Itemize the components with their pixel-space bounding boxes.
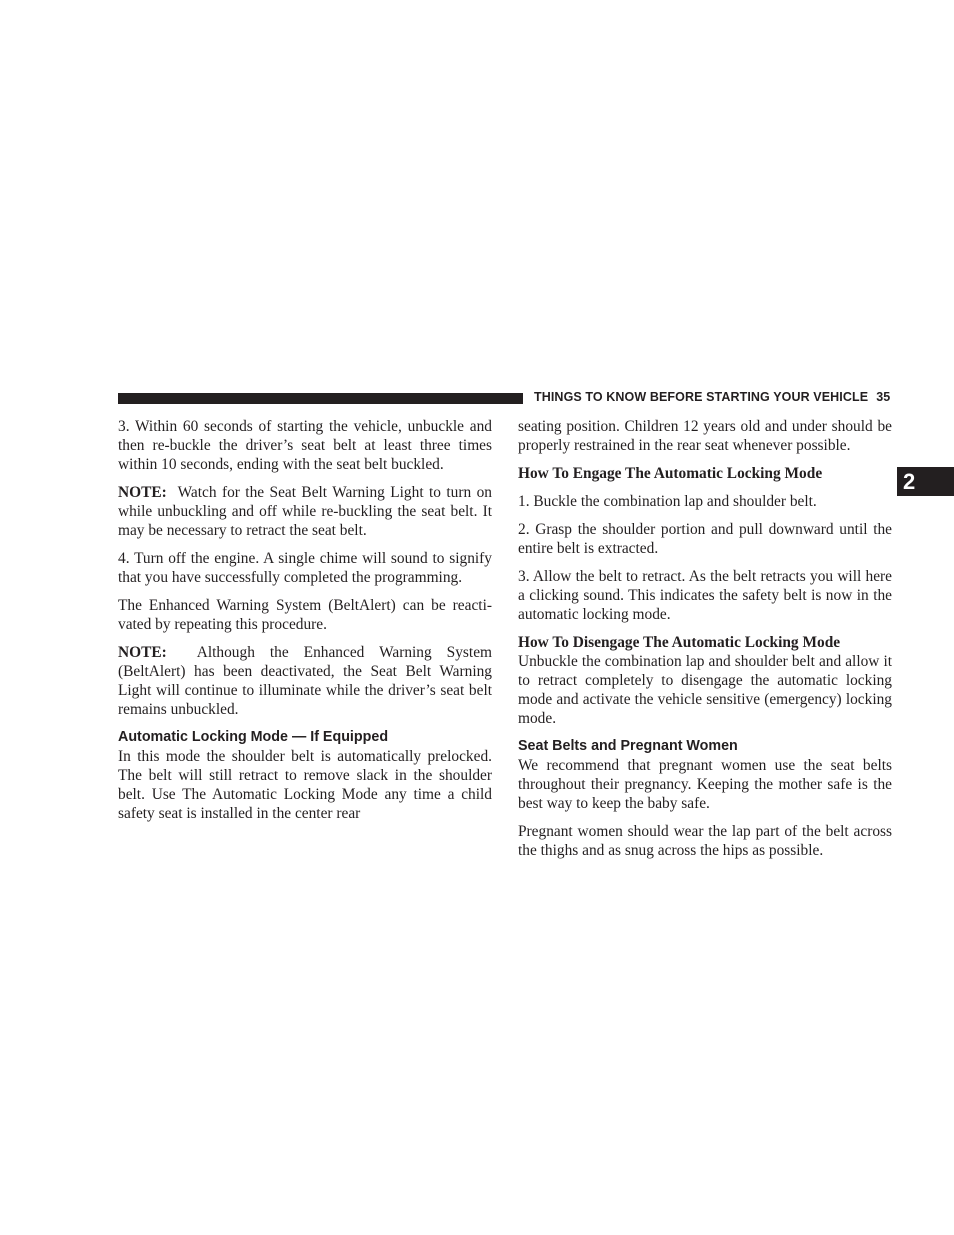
note-paragraph: [118, 483, 492, 540]
step-3-paragraph: 3. Within 60 seconds of starting the vehicle, unbuckle and then re-buckle the driver’s seat belt at least three times within 10 seconds, ending with the seat belt buckled.: [118, 418, 492, 473]
engage-heading: How To Engage The Automatic Locking Mode: [518, 465, 823, 482]
note-text: Although the Enhanced Warning System (BeltAlert) has been deactivated, the Seat Belt Warning Light will continue to illuminate while the driver’s seat belt remains unbuckled.: [118, 644, 493, 718]
automatic-locking-mode-paragraph: In this mode the shoulder belt is automatically prelocked. The belt will still retract to remove slack in the shoulder belt. Use The Automatic Locking Mode any time a child safety seat is installed in the center rear: [118, 748, 492, 822]
step-4-paragraph: 4. Turn off the engine. A single chime will sound to signify that you have successfully completed the programming.: [118, 550, 492, 586]
note-label: NOTE:: [118, 644, 167, 661]
chapter-tab[interactable]: 2: [897, 467, 954, 496]
note-text: Watch for the Seat Belt Warning Light to turn on while unbuckling and off while re-buckling the seat belt. It may be necessary to retract the seat belt.: [118, 484, 493, 539]
note-paragraph: [118, 643, 492, 719]
automatic-locking-mode-heading: Automatic Locking Mode — If Equipped: [118, 729, 389, 745]
engage-step-1: 1. Buckle the combination lap and shoulder belt.: [518, 493, 817, 510]
engage-step-2: 2. Grasp the shoulder portion and pull downward until the entire belt is extracted.: [518, 521, 892, 557]
note-label: NOTE:: [118, 484, 167, 501]
left-column: [118, 417, 492, 823]
engage-step-3: 3. Allow the belt to retract. As the belt retracts you will here a clicking sound. This indicates the safety belt is now in the automatic locking mode.: [518, 568, 892, 623]
section-title: THINGS TO KNOW BEFORE STARTING YOUR VEHICLE: [534, 390, 869, 404]
pregnant-women-paragraph-1: We recommend that pregnant women use the seat belts throughout their pregnancy. Keeping the mother safe is the best way to keep the baby safe.: [518, 757, 892, 812]
continued-paragraph: seating position. Children 12 years old and under should be properly restrained in the rear seat whenever possible.: [518, 418, 892, 454]
pregnant-women-heading: Seat Belts and Pregnant Women: [518, 738, 738, 754]
disengage-paragraph: Unbuckle the combination lap and shoulder belt and allow it to retract completely to disengage the automatic locking mode and activate the vehicle sensitive (emergency) locking mode.: [518, 653, 892, 727]
running-header: [534, 389, 892, 406]
pregnant-women-paragraph-2: Pregnant women should wear the lap part of the belt across the thighs and as snug across the hips as possible.: [518, 823, 892, 859]
reactivate-paragraph: The Enhanced Warning System (BeltAlert) can be reactivated by repeating this procedure.: [118, 597, 492, 633]
header-rule: [118, 393, 523, 404]
right-column: [518, 417, 892, 860]
disengage-heading: How To Disengage The Automatic Locking Mode: [518, 634, 841, 651]
page-number: 35: [876, 390, 891, 404]
